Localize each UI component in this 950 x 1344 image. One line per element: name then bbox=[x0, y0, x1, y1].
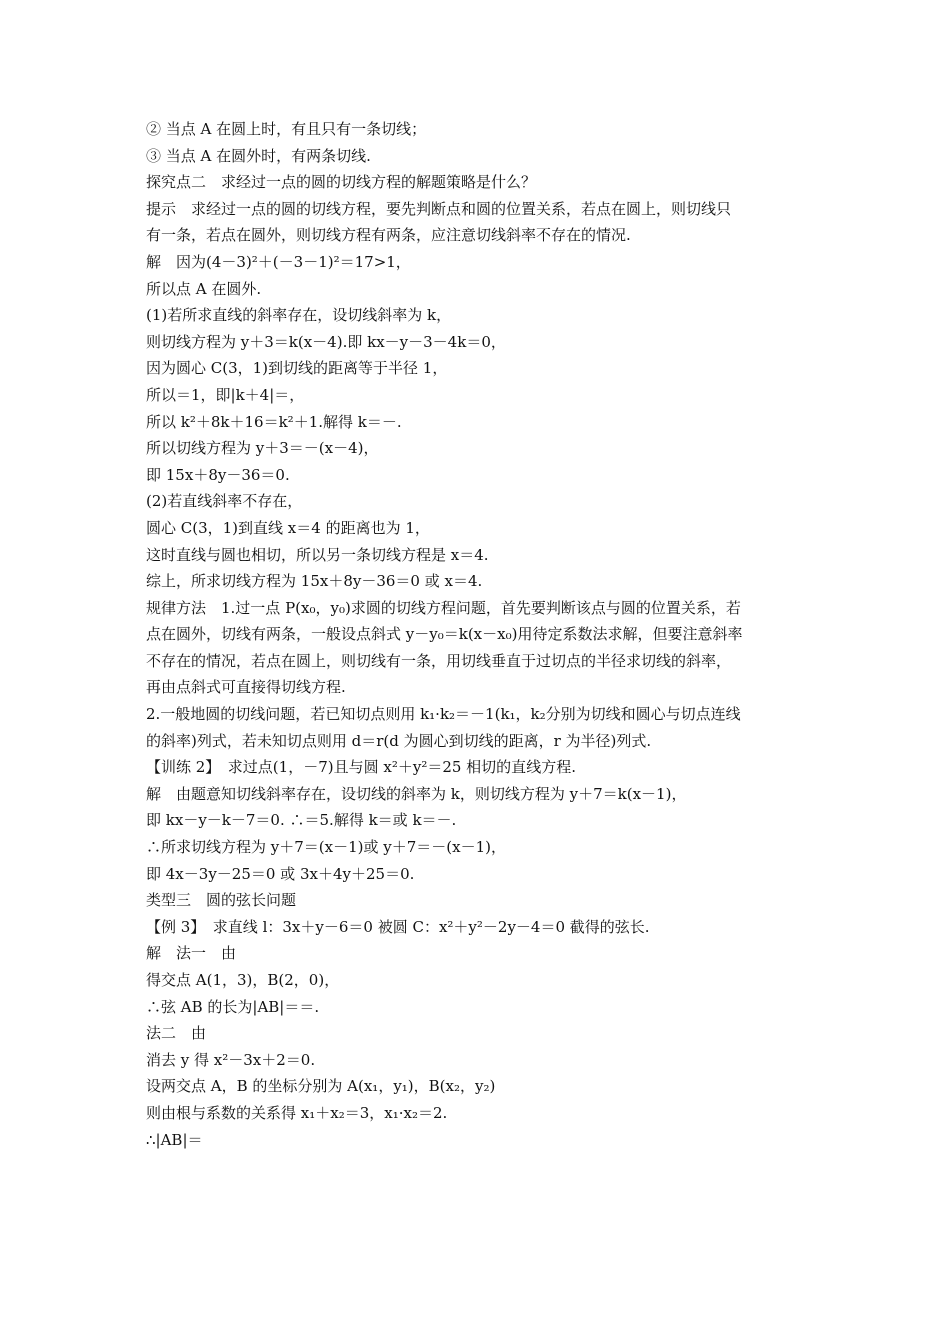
text-line: 规律方法 1.过一点 P(x₀，y₀)求圆的切线方程问题，首先要判断该点与圆的位置关系，若 bbox=[146, 598, 741, 617]
text-line: 这时直线与圆也相切，所以另一条切线方程是 x＝4. bbox=[146, 545, 489, 564]
text-line: 解 由题意知切线斜率存在，设切线的斜率为 k，则切线方程为 y＋7＝k(x－1)， bbox=[146, 784, 687, 803]
text-line: ∴|AB|＝ bbox=[146, 1130, 203, 1149]
text-line: 设两交点 A，B 的坐标分别为 A(x₁，y₁)，B(x₂，y₂) bbox=[146, 1077, 496, 1096]
text-line: 所以＝1，即|k＋4|＝， bbox=[146, 385, 305, 404]
text-line: 提示 求经过一点的圆的切线方程，要先判断点和圆的位置关系，若点在圆上，则切线只 bbox=[146, 199, 732, 218]
text-line: 得交点 A(1，3)，B(2，0)， bbox=[146, 971, 340, 989]
text-line: ③ 当点 A 在圆外时，有两条切线. bbox=[146, 146, 371, 165]
section-heading: 探究点二 求经过一点的圆的切线方程的解题策略是什么？ bbox=[146, 173, 537, 192]
text-line: 不存在的情况，若点在圆上，则切线有一条，用切线垂直于过切点的半径求切线的斜率， bbox=[146, 651, 732, 670]
text-line: 点在圆外，切线有两条，一般设点斜式 y－y₀＝k(x－x₀)用待定系数法求解，但要注意斜率 bbox=[146, 625, 743, 644]
text-line: ∴所求切线方程为 y＋7＝(x－1)或 y＋7＝－(x－1)， bbox=[146, 838, 506, 857]
text-line: 所以点 A 在圆外. bbox=[146, 279, 262, 298]
text-line: 解 因为(4－3)²＋(－3－1)²＝17>1， bbox=[146, 252, 411, 271]
text-line: 则由根与系数的关系得 x₁＋x₂＝3，x₁·x₂＝2. bbox=[146, 1103, 448, 1122]
text-line: 所以 k²＋8k＋16＝k²＋1.解得 k＝－. bbox=[146, 412, 402, 431]
text-line: 再由点斜式可直接得切线方程. bbox=[146, 678, 346, 697]
text-line: 所以切线方程为 y＋3＝－(x－4)， bbox=[146, 439, 379, 458]
text-line: 的斜率)列式，若未知切点则用 d＝r(d 为圆心到切线的距离，r 为半径)列式. bbox=[146, 731, 652, 750]
text-line: 解 法一 由 bbox=[146, 944, 237, 963]
text-line: (2)若直线斜率不存在， bbox=[146, 492, 303, 511]
text-line: 因为圆心 C(3，1)到切线的距离等于半径 1， bbox=[146, 359, 448, 378]
text-line: 2.一般地圆的切线问题，若已知切点则用 k₁·k₂＝－1(k₁，k₂分别为切线和圆心与切点连线 bbox=[146, 705, 741, 724]
section-heading: 类型三 圆的弦长问题 bbox=[146, 891, 297, 910]
text-line: (1)若所求直线的斜率存在，设切线斜率为 k， bbox=[146, 306, 452, 325]
example-heading: 【例 3】 求直线 l：3x＋y－6＝0 被圆 C：x²＋y²－2y－4＝0 截得的弦长. bbox=[146, 917, 650, 936]
text-line: 综上，所求切线方程为 15x＋8y－36＝0 或 x＝4. bbox=[146, 572, 483, 591]
text-line: 则切线方程为 y＋3＝k(x－4).即 kx－y－3－4k＝0， bbox=[146, 332, 506, 351]
text-line: 即 kx－y－k－7＝0. ∴＝5.解得 k＝或 k＝－. bbox=[146, 811, 457, 830]
text-line: ② 当点 A 在圆上时，有且只有一条切线； bbox=[146, 120, 427, 138]
text-line: 圆心 C(3，1)到直线 x＝4 的距离也为 1， bbox=[146, 518, 430, 537]
text-line: 消去 y 得 x²－3x＋2＝0. bbox=[146, 1050, 316, 1069]
exercise-heading: 【训练 2】 求过点(1，－7)且与圆 x²＋y²＝25 相切的直线方程. bbox=[146, 758, 576, 777]
text-line: 法二 由 bbox=[146, 1024, 207, 1043]
text-line: 即 15x＋8y－36＝0. bbox=[146, 465, 290, 484]
text-line: ∴弦 AB 的长为|AB|＝＝. bbox=[146, 997, 320, 1016]
document-body bbox=[146, 116, 826, 1153]
text-line: 有一条，若点在圆外，则切线方程有两条，应注意切线斜率不存在的情况. bbox=[146, 226, 631, 245]
text-line: 即 4x－3y－25＝0 或 3x＋4y＋25＝0. bbox=[146, 864, 415, 883]
